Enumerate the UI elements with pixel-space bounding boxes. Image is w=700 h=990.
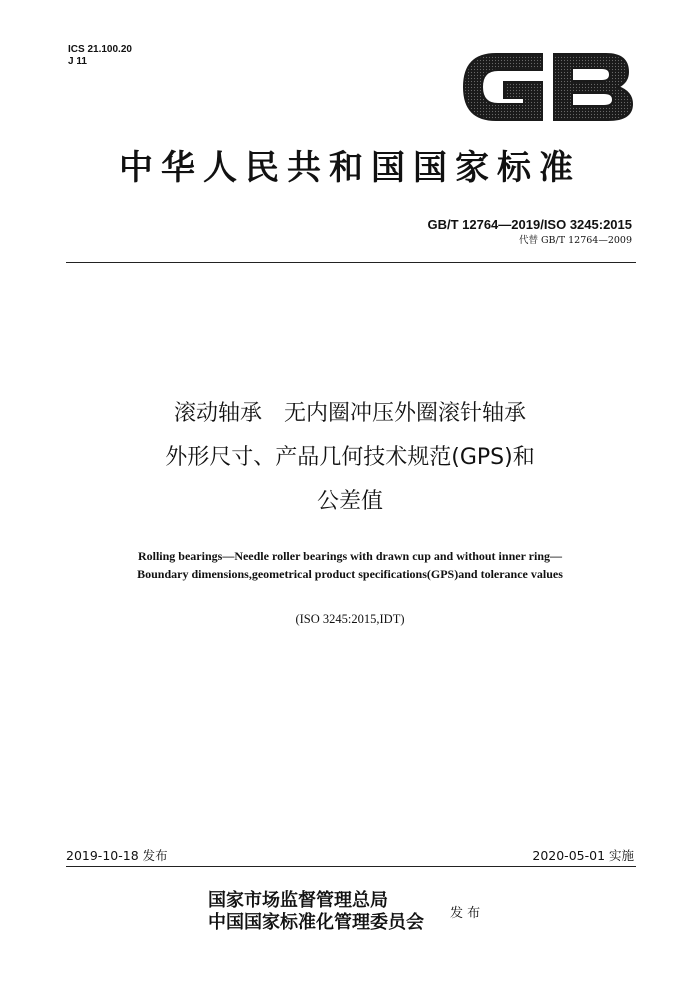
chinese-title-line-3: 公差值 bbox=[316, 489, 383, 514]
implementation-date: 2020-05-01 实施 bbox=[532, 848, 634, 863]
issue-action: 发 布 bbox=[450, 906, 481, 921]
classification-codes bbox=[68, 44, 132, 68]
replaces-standard: 代替 GB/T 12764—2009 bbox=[518, 235, 632, 246]
standard-category-title: 中华人民共和国国家标准 bbox=[119, 148, 581, 188]
chinese-title-line-2: 外形尺寸、产品几何技术规范(GPS)和 bbox=[165, 445, 535, 470]
issue-date: 2019-10-18 发布 bbox=[66, 848, 168, 863]
footer-divider bbox=[66, 866, 636, 867]
gb-logo-icon bbox=[458, 44, 638, 130]
chinese-title bbox=[60, 392, 640, 524]
ics-code: ICS 21.100.20 bbox=[68, 44, 132, 55]
issuing-authorities bbox=[208, 890, 424, 934]
issuer-samr: 国家市场监督管理总局 bbox=[208, 890, 388, 911]
issuer-sac: 中国国家标准化管理委员会 bbox=[208, 912, 424, 933]
english-title bbox=[50, 547, 650, 583]
gb-logo-letter-b bbox=[554, 54, 632, 120]
header-divider bbox=[66, 262, 636, 263]
gb-logo-letter-g bbox=[464, 54, 542, 120]
chinese-title-line-1: 滚动轴承 无内圈冲压外圈滚针轴承 bbox=[173, 401, 526, 426]
standard-number: GB/T 12764—2019/ISO 3245:2015 bbox=[427, 217, 632, 232]
english-title-line-2: Boundary dimensions,geometrical product specifications(GPS)and tolerance values bbox=[137, 567, 563, 581]
ccs-code: J 11 bbox=[68, 56, 87, 67]
iso-equivalence: (ISO 3245:2015,IDT) bbox=[295, 612, 405, 626]
english-title-line-1: Rolling bearings—Needle roller bearings with drawn cup and without inner ring— bbox=[137, 549, 563, 563]
